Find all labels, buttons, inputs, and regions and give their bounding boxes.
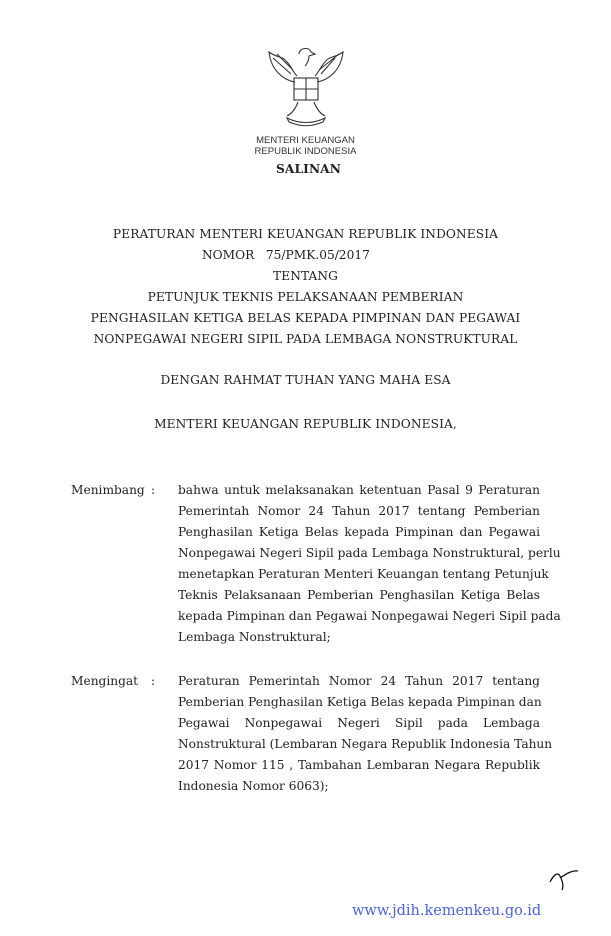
section-label-mengingat: Mengingat bbox=[71, 674, 139, 688]
menimbang-line: bahwa untuk melaksanakan ketentuan Pasal 9 Peraturan bbox=[178, 483, 540, 497]
jdih-website-link[interactable]: www.jdih.kemenkeu.go.id bbox=[352, 903, 542, 919]
section-label-menimbang: Menimbang bbox=[71, 483, 145, 497]
handwritten-initial-icon bbox=[548, 868, 580, 892]
regulation-number: NOMOR 75/PMK.05/2017 bbox=[202, 248, 370, 262]
section-colon: : bbox=[151, 674, 156, 688]
mengingat-line: Nonstruktural (Lembaran Negara Republik Indonesia Tahun bbox=[178, 737, 553, 751]
preamble-rahmat: DENGAN RAHMAT TUHAN YANG MAHA ESA bbox=[160, 373, 451, 387]
menimbang-line: Lembaga Nonstruktural; bbox=[178, 630, 331, 644]
mengingat-line: Peraturan Pemerintah Nomor 24 Tahun 2017 tentang bbox=[178, 674, 540, 688]
ministry-line-2: REPUBLIK INDONESIA bbox=[254, 146, 357, 157]
subject-line: PETUNJUK TEKNIS PELAKSANAAN PEMBERIAN bbox=[147, 290, 464, 304]
preamble-menteri: MENTERI KEUANGAN REPUBLIK INDONESIA, bbox=[154, 417, 457, 431]
menimbang-line: menetapkan Peraturan Menteri Keuangan tentang Petunjuk bbox=[178, 567, 549, 581]
ministry-line-1: MENTERI KEUANGAN bbox=[256, 135, 355, 146]
salinan-stamp: SALINAN bbox=[276, 162, 341, 176]
regulation-title: PERATURAN MENTERI KEUANGAN REPUBLIK INDONESIA bbox=[112, 227, 499, 241]
subject-line: PENGHASILAN KETIGA BELAS KEPADA PIMPINAN DAN PEGAWAI bbox=[90, 311, 521, 325]
menimbang-line: Teknis Pelaksanaan Pemberian Penghasilan Ketiga Belas bbox=[178, 588, 540, 602]
menimbang-line: Pemerintah Nomor 24 Tahun 2017 tentang Pemberian bbox=[178, 504, 540, 518]
section-colon: : bbox=[151, 483, 156, 497]
garuda-emblem-icon bbox=[265, 44, 347, 130]
menimbang-line: kepada Pimpinan dan Pegawai Nonpegawai Negeri Sipil pada bbox=[178, 609, 561, 623]
mengingat-line: Indonesia Nomor 6063); bbox=[178, 779, 329, 793]
menimbang-line: Penghasilan Ketiga Belas kepada Pimpinan dan Pegawai bbox=[178, 525, 540, 539]
tentang-heading: TENTANG bbox=[272, 269, 339, 283]
mengingat-line: Pegawai Nonpegawai Negeri Sipil pada Lembaga bbox=[178, 716, 540, 730]
mengingat-line: Pemberian Penghasilan Ketiga Belas kepada Pimpinan dan bbox=[178, 695, 542, 709]
mengingat-line: 2017 Nomor 115 , Tambahan Lembaran Negara Republik bbox=[178, 758, 540, 772]
menimbang-line: Nonpegawai Negeri Sipil pada Lembaga Nonstruktural, perlu bbox=[178, 546, 561, 560]
subject-line: NONPEGAWAI NEGERI SIPIL PADA LEMBAGA NONSTRUKTURAL bbox=[93, 332, 518, 346]
